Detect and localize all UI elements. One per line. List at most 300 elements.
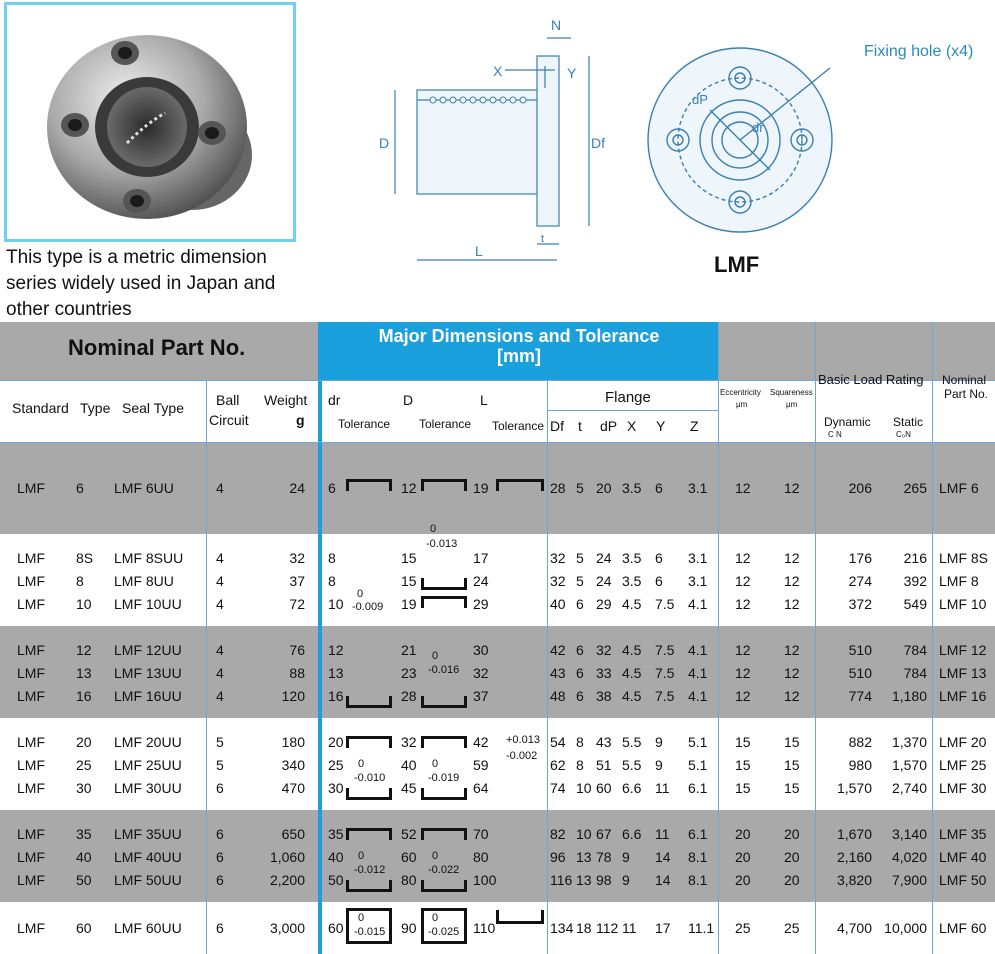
cell-type: 13	[76, 665, 92, 681]
cell-static: 1,180	[891, 688, 927, 704]
col-L-tol: Tolerance	[492, 419, 545, 433]
col-static-unit: C₀N	[896, 430, 911, 439]
cell-dynamic: 372	[848, 596, 872, 612]
cell-t: 8	[576, 757, 584, 773]
tol-value: 0	[358, 850, 365, 862]
cell-eccentricity: 12	[735, 642, 751, 658]
cell-Df: 32	[550, 550, 566, 566]
cell-standard: LMF	[17, 665, 45, 681]
cell-Y: 11	[655, 826, 670, 842]
cell-eccentricity: 15	[735, 734, 751, 750]
cell-dP: 24	[596, 573, 612, 589]
cell-D: 40	[401, 757, 417, 773]
cell-dP: 24	[596, 550, 612, 566]
cell-standard: LMF	[17, 872, 45, 888]
cell-L: 30	[473, 642, 489, 658]
cell-type: 50	[76, 872, 92, 888]
cell-seal-type: LMF 30UU	[114, 780, 182, 796]
cell-D: 21	[401, 642, 417, 658]
cell-seal-type: LMF 8UU	[114, 573, 174, 589]
tol-value: 0	[432, 650, 439, 662]
cell-t: 18	[576, 920, 592, 936]
cell-type: 40	[76, 849, 92, 865]
cell-X: 6.6	[622, 826, 642, 842]
col-Y: Y	[656, 418, 666, 434]
cell-t: 6	[576, 665, 584, 681]
cell-ball-circuit: 5	[216, 734, 224, 750]
cell-ball-circuit: 4	[216, 573, 224, 589]
cell-eccentricity: 20	[735, 826, 751, 842]
cell-X: 6.6	[622, 780, 642, 796]
cell-seal-type: LMF 35UU	[114, 826, 182, 842]
intro-text: This type is a metric dimension series widely used in Japan and other countries	[6, 247, 276, 320]
cell-static: 4,020	[891, 849, 927, 865]
cell-dr: 35	[328, 826, 344, 842]
tol-bracket	[421, 696, 467, 708]
cell-dP: 67	[596, 826, 612, 842]
tol-bracket	[421, 880, 467, 892]
cell-X: 3.5	[622, 573, 642, 589]
cell-seal-type: LMF 13UU	[114, 665, 182, 681]
cell-nominal: LMF 6	[939, 480, 979, 496]
cell-X: 3.5	[622, 550, 642, 566]
cell-t: 5	[576, 573, 584, 589]
cell-weight: 88	[289, 665, 305, 681]
tol-value: -0.025	[428, 926, 460, 938]
fixing-hole-label: Fixing hole (x4)	[864, 43, 974, 60]
cell-static: 3,140	[891, 826, 927, 842]
tol-bracket	[496, 910, 544, 924]
cell-Df: 82	[550, 826, 566, 842]
cell-Y: 17	[655, 920, 671, 936]
cell-X: 4.5	[622, 642, 642, 658]
cell-nominal: LMF 50	[939, 872, 987, 888]
cell-D: 12	[401, 480, 417, 496]
cell-Y: 14	[655, 872, 671, 888]
cell-t: 10	[576, 780, 592, 796]
cell-nominal: LMF 16	[939, 688, 987, 704]
cell-t: 5	[576, 550, 584, 566]
cell-L: 110	[473, 920, 496, 936]
cell-D: 23	[401, 665, 417, 681]
tol-bracket	[421, 736, 467, 748]
cell-Df: 96	[550, 849, 566, 865]
cell-Z: 6.1	[688, 780, 708, 796]
cell-dynamic: 4,700	[836, 920, 872, 936]
cell-L: 42	[473, 734, 489, 750]
cell-Y: 6	[655, 550, 663, 566]
cell-squareness: 20	[784, 872, 800, 888]
cell-D: 15	[401, 550, 417, 566]
cell-dr: 60	[328, 920, 344, 936]
label-Y: Y	[567, 65, 577, 81]
tol-value: +0.013	[506, 734, 540, 746]
cell-dynamic: 980	[848, 757, 872, 773]
cell-type: 12	[76, 642, 92, 658]
cell-type: 6	[76, 480, 84, 496]
tol-bracket	[421, 578, 467, 590]
cell-Df: 134	[550, 920, 574, 936]
cell-type: 35	[76, 826, 92, 842]
cell-L: 80	[473, 849, 489, 865]
cell-ball-circuit: 4	[216, 550, 224, 566]
cell-standard: LMF	[17, 826, 45, 842]
cell-Z: 4.1	[688, 665, 708, 681]
cell-D: 19	[401, 596, 417, 612]
cell-dr: 8	[328, 550, 336, 566]
cell-Df: 40	[550, 596, 566, 612]
cell-ball-circuit: 4	[216, 480, 224, 496]
cell-Z: 8.1	[688, 849, 708, 865]
cell-Z: 5.1	[688, 757, 708, 773]
cell-eccentricity: 12	[735, 688, 751, 704]
cell-standard: LMF	[17, 734, 45, 750]
cell-squareness: 15	[784, 780, 800, 796]
label-X: X	[493, 63, 503, 79]
cell-ball-circuit: 4	[216, 596, 224, 612]
col-eccentricity: Eccentricity	[720, 388, 761, 397]
cell-D: 28	[401, 688, 417, 704]
tol-bracket	[421, 788, 467, 800]
cell-Z: 6.1	[688, 826, 708, 842]
col-dynamic-unit: C N	[828, 430, 842, 439]
dimension-table	[0, 322, 995, 954]
cell-D: 15	[401, 573, 417, 589]
cell-standard: LMF	[17, 550, 45, 566]
cell-eccentricity: 12	[735, 596, 751, 612]
cell-L: 17	[473, 550, 489, 566]
cell-dynamic: 3,820	[836, 872, 872, 888]
cell-Y: 7.5	[655, 596, 675, 612]
cell-Df: 74	[550, 780, 566, 796]
cell-type: 30	[76, 780, 92, 796]
cell-squareness: 12	[784, 480, 800, 496]
cell-weight: 180	[281, 734, 305, 750]
label-N: N	[551, 17, 562, 33]
cell-dynamic: 176	[848, 550, 872, 566]
cell-Z: 4.1	[688, 688, 708, 704]
cell-weight: 72	[289, 596, 305, 612]
cell-seal-type: LMF 8SUU	[114, 550, 184, 566]
cell-standard: LMF	[17, 920, 45, 936]
cell-standard: LMF	[17, 849, 45, 865]
tol-value: -0.016	[428, 664, 460, 676]
front-view-drawing	[640, 40, 840, 255]
cell-type: 8	[76, 573, 84, 589]
cell-squareness: 12	[784, 642, 800, 658]
cell-L: 29	[473, 596, 489, 612]
col-dr: dr	[328, 392, 341, 408]
cell-dr: 8	[328, 573, 336, 589]
cell-type: 16	[76, 688, 92, 704]
cell-type: 60	[76, 920, 92, 936]
cell-dynamic: 206	[848, 480, 872, 496]
cell-D: 52	[401, 826, 417, 842]
col-L: L	[480, 392, 488, 408]
cell-static: 784	[903, 665, 927, 681]
cell-dr: 25	[328, 757, 344, 773]
col-dr-tol: Tolerance	[338, 417, 391, 431]
cell-eccentricity: 15	[735, 757, 751, 773]
col-nominal-right-1: Nominal	[942, 373, 987, 387]
tol-bracket	[346, 696, 392, 708]
cell-static: 216	[903, 550, 927, 566]
cell-seal-type: LMF 16UU	[114, 688, 182, 704]
cell-ball-circuit: 6	[216, 826, 224, 842]
cell-nominal: LMF 25	[939, 757, 987, 773]
col-X: X	[627, 418, 637, 434]
cell-L: 24	[473, 573, 489, 589]
cell-squareness: 12	[784, 573, 800, 589]
label-dr: dr	[752, 120, 764, 135]
col-nominal-right-2: Part No.	[944, 387, 989, 401]
cell-dP: 78	[596, 849, 612, 865]
cell-squareness: 15	[784, 734, 800, 750]
cell-dynamic: 774	[848, 688, 872, 704]
cell-weight: 2,200	[269, 872, 305, 888]
cell-t: 13	[576, 872, 592, 888]
col-squareness-unit: μm	[786, 400, 798, 409]
cell-dP: 38	[596, 688, 612, 704]
cell-Z: 3.1	[688, 550, 708, 566]
cell-D: 60	[401, 849, 417, 865]
cell-Y: 11	[655, 780, 670, 796]
tol-value: 0	[432, 912, 439, 924]
col-standard: Standard	[12, 400, 69, 416]
cell-dynamic: 274	[848, 573, 872, 589]
tol-value: -0.010	[354, 772, 386, 784]
cell-weight: 32	[289, 550, 305, 566]
label-L: L	[475, 243, 483, 259]
cell-D: 90	[401, 920, 417, 936]
cell-X: 4.5	[622, 688, 642, 704]
tol-bracket	[346, 828, 392, 840]
label-t: t	[541, 233, 545, 245]
cell-squareness: 12	[784, 665, 800, 681]
model-label: LMF	[714, 252, 760, 277]
cell-X: 4.5	[622, 665, 642, 681]
cell-dP: 60	[596, 780, 612, 796]
cell-dP: 51	[596, 757, 612, 773]
cell-dr: 12	[328, 642, 344, 658]
cell-seal-type: LMF 10UU	[114, 596, 182, 612]
cell-X: 11	[622, 920, 637, 936]
cell-static: 784	[903, 642, 927, 658]
col-Z: Z	[690, 418, 699, 434]
cell-dr: 50	[328, 872, 344, 888]
label-D: D	[379, 135, 390, 151]
tol-bracket	[346, 880, 392, 892]
cell-Y: 9	[655, 757, 663, 773]
col-eccentricity-unit: μm	[736, 400, 748, 409]
cell-dP: 98	[596, 872, 612, 888]
cell-type: 10	[76, 596, 92, 612]
cell-seal-type: LMF 40UU	[114, 849, 182, 865]
cell-L: 100	[473, 872, 497, 888]
cell-dynamic: 1,570	[836, 780, 872, 796]
cell-squareness: 20	[784, 849, 800, 865]
cell-standard: LMF	[17, 573, 45, 589]
cell-Y: 7.5	[655, 665, 675, 681]
cell-ball-circuit: 6	[216, 872, 224, 888]
tol-value: 0	[357, 588, 364, 600]
cell-weight: 650	[281, 826, 305, 842]
col-static: Static	[893, 415, 924, 429]
cell-Y: 7.5	[655, 688, 675, 704]
col-type: Type	[80, 400, 111, 416]
tol-value: 0	[358, 912, 365, 924]
cell-squareness: 15	[784, 757, 800, 773]
cell-type: 8S	[76, 550, 94, 566]
col-ball: Ball	[216, 392, 240, 408]
cell-weight: 3,000	[269, 920, 305, 936]
cell-L: 64	[473, 780, 489, 796]
label-dP: dP	[692, 92, 708, 107]
cell-type: 25	[76, 757, 92, 773]
cell-L: 70	[473, 826, 489, 842]
col-dP: dP	[600, 418, 618, 434]
cell-Df: 32	[550, 573, 566, 589]
cell-seal-type: LMF 12UU	[114, 642, 182, 658]
cell-eccentricity: 12	[735, 550, 751, 566]
cell-nominal: LMF 40	[939, 849, 987, 865]
tol-bracket	[346, 736, 392, 748]
cell-Z: 3.1	[688, 480, 708, 496]
tol-value: -0.015	[354, 926, 386, 938]
cell-standard: LMF	[17, 688, 45, 704]
cell-nominal: LMF 12	[939, 642, 987, 658]
cell-seal-type: LMF 60UU	[114, 920, 182, 936]
cell-squareness: 12	[784, 550, 800, 566]
cell-dP: 29	[596, 596, 612, 612]
cell-nominal: LMF 35	[939, 826, 987, 842]
cell-Df: 116	[550, 872, 573, 888]
col-weight: Weight	[264, 392, 308, 408]
major-dimensions-header: Major Dimensions and Tolerance	[378, 326, 660, 346]
cell-type: 20	[76, 734, 92, 750]
cell-t: 5	[576, 480, 584, 496]
tol-value: 0	[432, 850, 439, 862]
cell-ball-circuit: 6	[216, 849, 224, 865]
cell-Df: 54	[550, 734, 566, 750]
cell-nominal: LMF 13	[939, 665, 987, 681]
cell-t: 6	[576, 596, 584, 612]
cell-static: 1,370	[891, 734, 927, 750]
cell-weight: 24	[289, 480, 305, 496]
cell-dP: 32	[596, 642, 612, 658]
tol-bracket	[421, 479, 467, 491]
cell-dr: 10	[328, 596, 344, 612]
tol-bracket	[421, 596, 467, 608]
cell-X: 5.5	[622, 757, 642, 773]
cell-eccentricity: 25	[735, 920, 751, 936]
cell-Df: 42	[550, 642, 566, 658]
cell-dynamic: 510	[848, 665, 872, 681]
cell-L: 19	[473, 480, 489, 496]
cell-seal-type: LMF 6UU	[114, 480, 174, 496]
cell-D: 45	[401, 780, 417, 796]
cell-dr: 40	[328, 849, 344, 865]
cell-X: 9	[622, 872, 630, 888]
tol-value: -0.002	[506, 750, 538, 762]
cell-weight: 470	[281, 780, 305, 796]
cell-Y: 14	[655, 849, 671, 865]
cell-squareness: 25	[784, 920, 800, 936]
col-D: D	[403, 392, 414, 408]
col-Df: Df	[550, 418, 564, 434]
cell-static: 2,740	[891, 780, 927, 796]
cell-dynamic: 882	[848, 734, 872, 750]
cell-Z: 3.1	[688, 573, 708, 589]
cell-t: 6	[576, 688, 584, 704]
cell-Df: 43	[550, 665, 566, 681]
cell-t: 8	[576, 734, 584, 750]
cell-eccentricity: 12	[735, 480, 751, 496]
cell-D: 80	[401, 872, 417, 888]
cell-dr: 16	[328, 688, 344, 704]
cell-X: 9	[622, 849, 630, 865]
cell-Y: 9	[655, 734, 663, 750]
col-circuit: Circuit	[209, 412, 249, 428]
cell-D: 32	[401, 734, 417, 750]
cell-dr: 6	[328, 480, 336, 496]
cell-dP: 43	[596, 734, 612, 750]
tol-bracket	[346, 479, 392, 491]
tol-value: 0	[430, 523, 437, 535]
col-weight-unit: g	[296, 412, 305, 428]
cell-L: 32	[473, 665, 489, 681]
cell-standard: LMF	[17, 480, 45, 496]
cell-dynamic: 1,670	[836, 826, 872, 842]
cell-Y: 6	[655, 573, 663, 589]
cell-t: 10	[576, 826, 592, 842]
cell-eccentricity: 12	[735, 573, 751, 589]
cell-standard: LMF	[17, 780, 45, 796]
cell-weight: 1,060	[269, 849, 305, 865]
nominal-part-header: Nominal Part No.	[68, 335, 246, 360]
cell-static: 1,570	[891, 757, 927, 773]
cell-dynamic: 510	[848, 642, 872, 658]
label-Df: Df	[591, 135, 605, 151]
tol-bracket	[421, 828, 467, 840]
cell-squareness: 12	[784, 688, 800, 704]
col-flange: Flange	[605, 389, 651, 406]
tol-bracket	[496, 479, 544, 491]
cell-X: 5.5	[622, 734, 642, 750]
tol-value: -0.012	[354, 864, 386, 876]
cell-L: 59	[473, 757, 489, 773]
flange-bearing-photo	[7, 5, 293, 239]
cell-standard: LMF	[17, 757, 45, 773]
cell-Df: 28	[550, 480, 566, 496]
col-squareness: Squareness	[770, 388, 813, 397]
cell-dynamic: 2,160	[836, 849, 872, 865]
cell-Df: 62	[550, 757, 566, 773]
cell-Z: 8.1	[688, 872, 708, 888]
cell-eccentricity: 15	[735, 780, 751, 796]
cell-seal-type: LMF 25UU	[114, 757, 182, 773]
cell-weight: 37	[289, 573, 305, 589]
cell-eccentricity: 12	[735, 665, 751, 681]
cell-standard: LMF	[17, 642, 45, 658]
tol-bracket	[346, 788, 392, 800]
major-dimensions-unit: [mm]	[497, 346, 541, 366]
cell-static: 392	[903, 573, 927, 589]
cell-Df: 48	[550, 688, 566, 704]
cell-ball-circuit: 6	[216, 920, 224, 936]
cell-weight: 340	[281, 757, 305, 773]
cell-dP: 33	[596, 665, 612, 681]
